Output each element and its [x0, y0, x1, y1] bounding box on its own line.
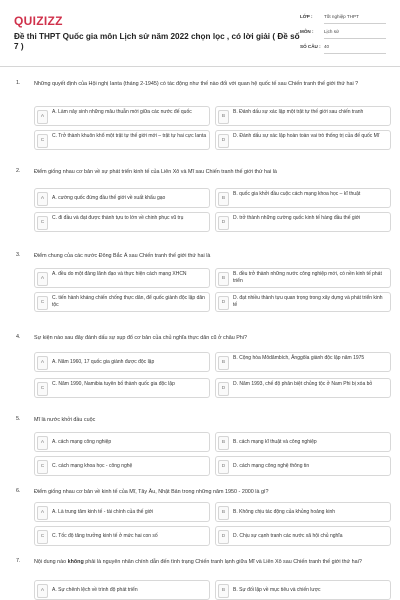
option-letter: D — [218, 382, 229, 396]
question-number: 2. — [16, 168, 21, 174]
option-b[interactable] — [215, 502, 391, 522]
question-text: Điểm chung của các nước Đông Bắc Á sau Chiến tranh thế giới thứ hai là — [34, 253, 211, 259]
option-letter: C — [37, 216, 48, 230]
option-c[interactable] — [34, 456, 210, 476]
option-letter: A — [37, 584, 48, 598]
option-text: C. Trở thành khuôn khổ một trật tự thế giới mới – trật tự hai cực Ianta — [52, 133, 207, 139]
option-text: A. cường quốc đứng đầu thế giới về xuất khẩu gạo — [52, 195, 166, 201]
option-letter: C — [37, 382, 48, 396]
page-title: Đề thi THPT Quốc gia môn Lịch sử năm 2022 chọn lọc , có lời giải ( Đề số 7 ) — [14, 32, 300, 51]
meta-info — [300, 12, 386, 57]
option-letter: D — [218, 134, 229, 148]
option-text: B. quốc gia khởi đầu cuộc cách mạng khoa học – kĩ thuật — [233, 191, 361, 197]
option-text: D. đạt nhiều thành tựu quan trọng trong xây dựng và phát triển kinh tế — [233, 295, 383, 309]
question-number: 1. — [16, 80, 21, 86]
header — [14, 12, 386, 62]
option-letter: D — [218, 530, 229, 544]
option-a[interactable] — [34, 580, 210, 600]
option-text: A. đều do một đảng lãnh đạo và thực hiện cách mạng XHCN — [52, 271, 187, 277]
option-text: A. Năm 1960, 17 quốc gia giành được độc lập — [52, 359, 155, 365]
option-text: B. Đánh dấu sự xác lập một trật tự thế giới sau chiến tranh — [233, 109, 364, 115]
option-c[interactable] — [34, 526, 210, 546]
option-b[interactable] — [215, 352, 391, 372]
option-a[interactable] — [34, 502, 210, 522]
option-text: D. Đánh dấu sự xác lập hoàn toàn vai trò thống trị của đế quốc Mĩ — [233, 133, 380, 139]
question-number: 6. — [16, 488, 21, 494]
meta-value: 40 — [324, 42, 386, 54]
meta-value: Tốt nghiệp THPT — [324, 12, 386, 24]
option-letter: D — [218, 460, 229, 474]
option-text: C. cách mạng khoa học - công nghệ — [52, 463, 133, 469]
option-letter: C — [37, 134, 48, 148]
option-c[interactable] — [34, 378, 210, 398]
option-letter: B — [218, 356, 229, 370]
option-a[interactable] — [34, 352, 210, 372]
question-text: Sự kiện nào sau đây đánh dấu sự sụp đổ cơ bản của chủ nghĩa thực dân cũ ở châu Phi? — [34, 335, 247, 341]
option-letter: D — [218, 216, 229, 230]
option-text: B. Không chịu tác động của khủng hoảng kinh — [233, 509, 336, 515]
option-text: D. cách mạng công nghệ thông tin — [233, 463, 310, 469]
option-text: B. cách mạng kĩ thuật và công nghiệp — [233, 439, 317, 445]
option-letter: B — [218, 110, 229, 124]
option-letter: B — [218, 436, 229, 450]
option-b[interactable] — [215, 268, 391, 288]
header-divider — [0, 66, 400, 67]
option-c[interactable] — [34, 130, 210, 150]
meta-label: SỐ CÂU : — [300, 44, 321, 49]
option-b[interactable] — [215, 432, 391, 452]
question-text-emphasis: không — [67, 559, 84, 565]
option-d[interactable] — [215, 456, 391, 476]
option-text: B. đều trở thành những nước công nghiệp mới, có nền kinh tế phát triển — [233, 271, 382, 285]
question-text: Điểm giống nhau cơ bản về kinh tế của Mĩ, Tây Âu, Nhật Bản trong những năm 1950 - 2000 là gì? — [34, 489, 269, 495]
option-d[interactable] — [215, 378, 391, 398]
option-letter: A — [37, 356, 48, 370]
question-number: 5. — [16, 416, 21, 422]
question-text: Những quyết định của Hội nghị Ianta (tháng 2-1945) có tác động như thế nào đối với quan hệ quốc tế sau Chiến tranh thế giới thứ hai ? — [34, 81, 359, 87]
option-text: D. trở thành những cường quốc kinh tế hàng đầu thế giới — [233, 215, 361, 221]
option-text: B. Sự đối lập về mục tiêu và chiến lược — [233, 587, 321, 593]
option-d[interactable] — [215, 130, 391, 150]
option-text: D. Chịu sự cạnh tranh các nước xã hội chủ nghĩa — [233, 533, 343, 539]
option-letter: C — [37, 296, 48, 310]
option-text: C. Tốc độ tăng trưởng kinh tế ở mức hai con số — [52, 533, 158, 539]
option-a[interactable] — [34, 188, 210, 208]
option-text: C. Năm 1990, Namibia tuyên bố thành quốc gia độc lập — [52, 381, 175, 387]
option-c[interactable] — [34, 212, 210, 232]
option-letter: A — [37, 436, 48, 450]
option-d[interactable] — [215, 526, 391, 546]
option-letter: D — [218, 296, 229, 310]
meta-label: MÔN : — [300, 29, 314, 34]
option-text: D. Năm 1993, chế độ phân biệt chủng tộc ở Nam Phi bị xóa bỏ — [233, 381, 373, 387]
meta-row-class — [300, 12, 386, 27]
meta-label: LỚP : — [300, 14, 313, 19]
option-letter: B — [218, 506, 229, 520]
option-text: B. Cộng hòa Môdămbích, Ănggôla giành độc lập năm 1975 — [233, 355, 365, 361]
option-letter: B — [218, 272, 229, 286]
question-text-part: Nội dung nào — [34, 559, 68, 565]
option-text: C. tiến hành kháng chiến chống thực dân, để quốc giành độc lập dân tộc — [52, 295, 205, 309]
option-a[interactable] — [34, 106, 210, 126]
option-letter: C — [37, 530, 48, 544]
option-d[interactable] — [215, 292, 391, 312]
option-text: C. đi đầu và đạt được thành tựu to lớn về chinh phục vũ trụ — [52, 215, 184, 221]
option-b[interactable] — [215, 580, 391, 600]
option-letter: C — [37, 460, 48, 474]
option-a[interactable] — [34, 432, 210, 452]
option-b[interactable] — [215, 188, 391, 208]
option-text: A. Làm nảy sinh những mâu thuẫn mới giữa các nước đế quốc — [52, 109, 192, 115]
meta-row-count — [300, 42, 386, 57]
option-c[interactable] — [34, 292, 210, 312]
option-letter: A — [37, 192, 48, 206]
question-number: 7. — [16, 558, 21, 564]
option-letter: B — [218, 192, 229, 206]
question-text: Mĩ là nước khởi đầu cuộc — [34, 417, 96, 423]
quizizz-logo: QUIZIZZ — [14, 14, 63, 28]
option-letter: A — [37, 506, 48, 520]
option-a[interactable] — [34, 268, 210, 288]
option-b[interactable] — [215, 106, 391, 126]
question-number: 3. — [16, 252, 21, 258]
option-letter: A — [37, 272, 48, 286]
question-text-part: phải là nguyên nhân chính dẫn đến tình trạng Chiến tranh lạnh giữa Mĩ và Liên Xô sau Chiến tranh thế giới thứ hai? — [83, 559, 362, 565]
option-letter: A — [37, 110, 48, 124]
option-letter: B — [218, 584, 229, 598]
option-text: A. Sự chênh lệch về trình độ phát triển — [52, 587, 138, 593]
option-text: A. cách mạng công nghiệp — [52, 439, 112, 445]
question-number: 4. — [16, 334, 21, 340]
option-text: A. Là trung tâm kinh tế - tài chính của thế giới — [52, 509, 154, 515]
meta-value: Lịch sử — [324, 27, 386, 39]
option-d[interactable] — [215, 212, 391, 232]
meta-row-subject — [300, 27, 386, 42]
question-text: Điểm giống nhau cơ bản về sự phát triển kinh tế của Liên Xô và Mĩ sau Chiến tranh thế giới thứ hai là — [34, 169, 277, 175]
question-text — [34, 558, 380, 566]
